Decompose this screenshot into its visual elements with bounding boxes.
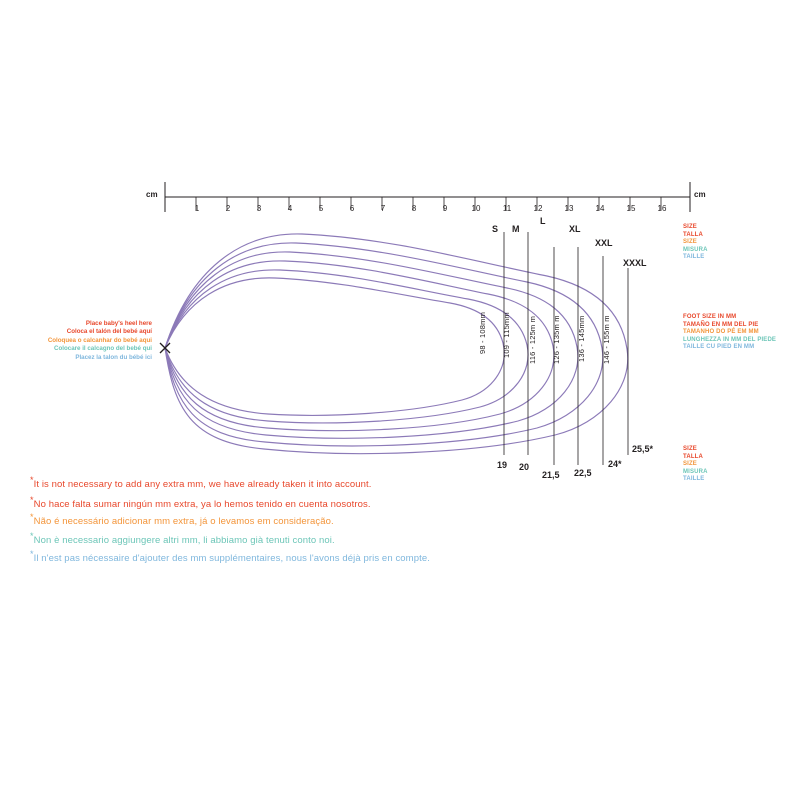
ruler-unit-left: cm bbox=[146, 190, 158, 199]
size-footer-en: SIZE bbox=[683, 446, 697, 452]
size-footer-it: MISURA bbox=[683, 468, 708, 475]
note-it bbox=[30, 531, 335, 546]
note-es-asterisk: * bbox=[30, 495, 34, 505]
eu-size-l: 21,5 bbox=[542, 470, 560, 480]
ruler-tick-label: 16 bbox=[657, 204, 667, 213]
size-header-it: MISURA bbox=[683, 246, 708, 253]
eu-size-xl: 22,5 bbox=[574, 468, 592, 478]
ruler-tick-label: 5 bbox=[318, 204, 324, 213]
foot-outline-m bbox=[165, 270, 528, 423]
size-footer-pt: SIZE bbox=[683, 461, 697, 468]
size-letter-xxl: XXL bbox=[595, 238, 613, 248]
note-en-text: It is not necessary to add any extra mm, we have already taken it into account. bbox=[33, 479, 372, 491]
ruler-tick-label: 4 bbox=[287, 204, 293, 213]
size-footer-block bbox=[683, 446, 708, 484]
ruler-tick-label: 10 bbox=[471, 204, 481, 213]
ruler-unit-right: cm bbox=[694, 190, 706, 199]
size-letter-s: S bbox=[492, 224, 499, 234]
size-letter-l: L bbox=[540, 216, 546, 226]
size-footer-es: TALLA bbox=[683, 453, 703, 460]
foot-size-header-it: LUNGHEZZA IN MM DEL PIEDE bbox=[683, 336, 777, 343]
eu-size-xxxl-asterisk: * bbox=[649, 444, 654, 454]
ruler-tick-label: 11 bbox=[502, 204, 512, 213]
foot-outline-xxl bbox=[165, 243, 603, 446]
note-pt-asterisk: * bbox=[30, 512, 34, 522]
foot-size-header-es: TAMAÑO EN MM DEL PIE bbox=[683, 321, 759, 328]
size-mm-s: 98 - 108mm bbox=[478, 311, 487, 354]
note-es-text: No hace falta sumar ningún mm extra, ya lo hemos tenido en cuenta nosotros. bbox=[33, 499, 371, 511]
size-header-fr: TAILLE bbox=[683, 254, 705, 261]
heel-instruction-block bbox=[20, 320, 152, 362]
eu-size-s: 19 bbox=[497, 460, 508, 470]
size-header-en: SIZE bbox=[683, 224, 697, 230]
eu-size-m: 20 bbox=[519, 462, 530, 472]
ruler-tick-label: 1 bbox=[194, 204, 200, 213]
size-mm-l: 116 - 125m m bbox=[528, 315, 537, 364]
size-letter-xl: XL bbox=[569, 224, 581, 234]
ruler-tick-label: 7 bbox=[380, 204, 386, 213]
note-pt-text: Não é necessário adicionar mm extra, já o levamos em consideração. bbox=[33, 516, 334, 528]
ruler-tick-label: 2 bbox=[225, 204, 231, 213]
note-fr bbox=[30, 549, 430, 564]
eu-size-xxl bbox=[608, 459, 622, 469]
ruler-tick-label: 6 bbox=[349, 204, 355, 213]
size-footer-fr: TAILLE bbox=[683, 476, 705, 483]
size-header-block bbox=[683, 224, 708, 262]
size-header-es: TALLA bbox=[683, 231, 703, 238]
size-letter-m: M bbox=[512, 224, 520, 234]
size-mm-m: 109 - 115mm bbox=[502, 312, 511, 358]
note-fr-asterisk: * bbox=[30, 549, 34, 559]
heel-instruction-en: Place baby's heel here bbox=[85, 320, 152, 327]
foot-outline-s bbox=[165, 278, 504, 415]
note-fr-text: Il n'est pas nécessaire d'ajouter des mm supplémentaires, nous l'avons déjà pris en compte. bbox=[33, 553, 430, 565]
size-letter-xxxl: XXXL bbox=[623, 258, 647, 268]
ruler-tick-label: 8 bbox=[411, 204, 417, 213]
heel-instruction-es: Coloca el talón del bebé aquí bbox=[66, 328, 152, 336]
size-mm-xxxl: 146 - 155m m bbox=[602, 315, 611, 364]
eu-size-xxl-value: 24 bbox=[608, 459, 619, 469]
heel-instruction-pt: Coloquea o calcanhar do bebé aqui bbox=[47, 336, 152, 344]
size-header-pt: SIZE bbox=[683, 239, 697, 246]
note-pt bbox=[30, 512, 334, 527]
eu-size-xxxl bbox=[632, 444, 653, 454]
note-en bbox=[30, 475, 372, 490]
ruler-tick-label: 9 bbox=[442, 204, 448, 213]
eu-size-xxl-asterisk: * bbox=[618, 459, 622, 469]
heel-instruction-fr: Placez la talon du bébé ici bbox=[75, 353, 152, 361]
ruler-tick-label: 3 bbox=[256, 204, 262, 213]
ruler-tick-label: 12 bbox=[533, 204, 543, 213]
ruler-group bbox=[165, 182, 690, 212]
note-it-asterisk: * bbox=[30, 531, 34, 541]
foot-size-header-fr: TAILLE CU PIED EN MM bbox=[683, 344, 755, 351]
heel-instruction-it: Colocare il calcagno del bebé qui bbox=[54, 345, 152, 353]
size-mm-xxl: 136 - 145mm bbox=[577, 315, 586, 362]
note-it-text: Non è necessario aggiungere altri mm, li abbiamo già tenuti conto noi. bbox=[33, 535, 335, 547]
ruler-tick-label: 15 bbox=[626, 204, 636, 213]
note-es bbox=[30, 495, 371, 510]
ruler-tick-label: 13 bbox=[564, 204, 574, 213]
foot-size-header-block bbox=[683, 314, 776, 352]
note-en-asterisk: * bbox=[30, 475, 34, 485]
foot-size-header-en: FOOT SIZE IN MM bbox=[683, 314, 737, 320]
foot-size-header-pt: TAMANHO DO PÉ EM MM bbox=[683, 329, 759, 336]
size-mm-xl: 126 - 135m m bbox=[552, 315, 561, 364]
eu-size-xxxl-value: 25,5 bbox=[632, 444, 650, 454]
ruler-tick-label: 14 bbox=[595, 204, 605, 213]
